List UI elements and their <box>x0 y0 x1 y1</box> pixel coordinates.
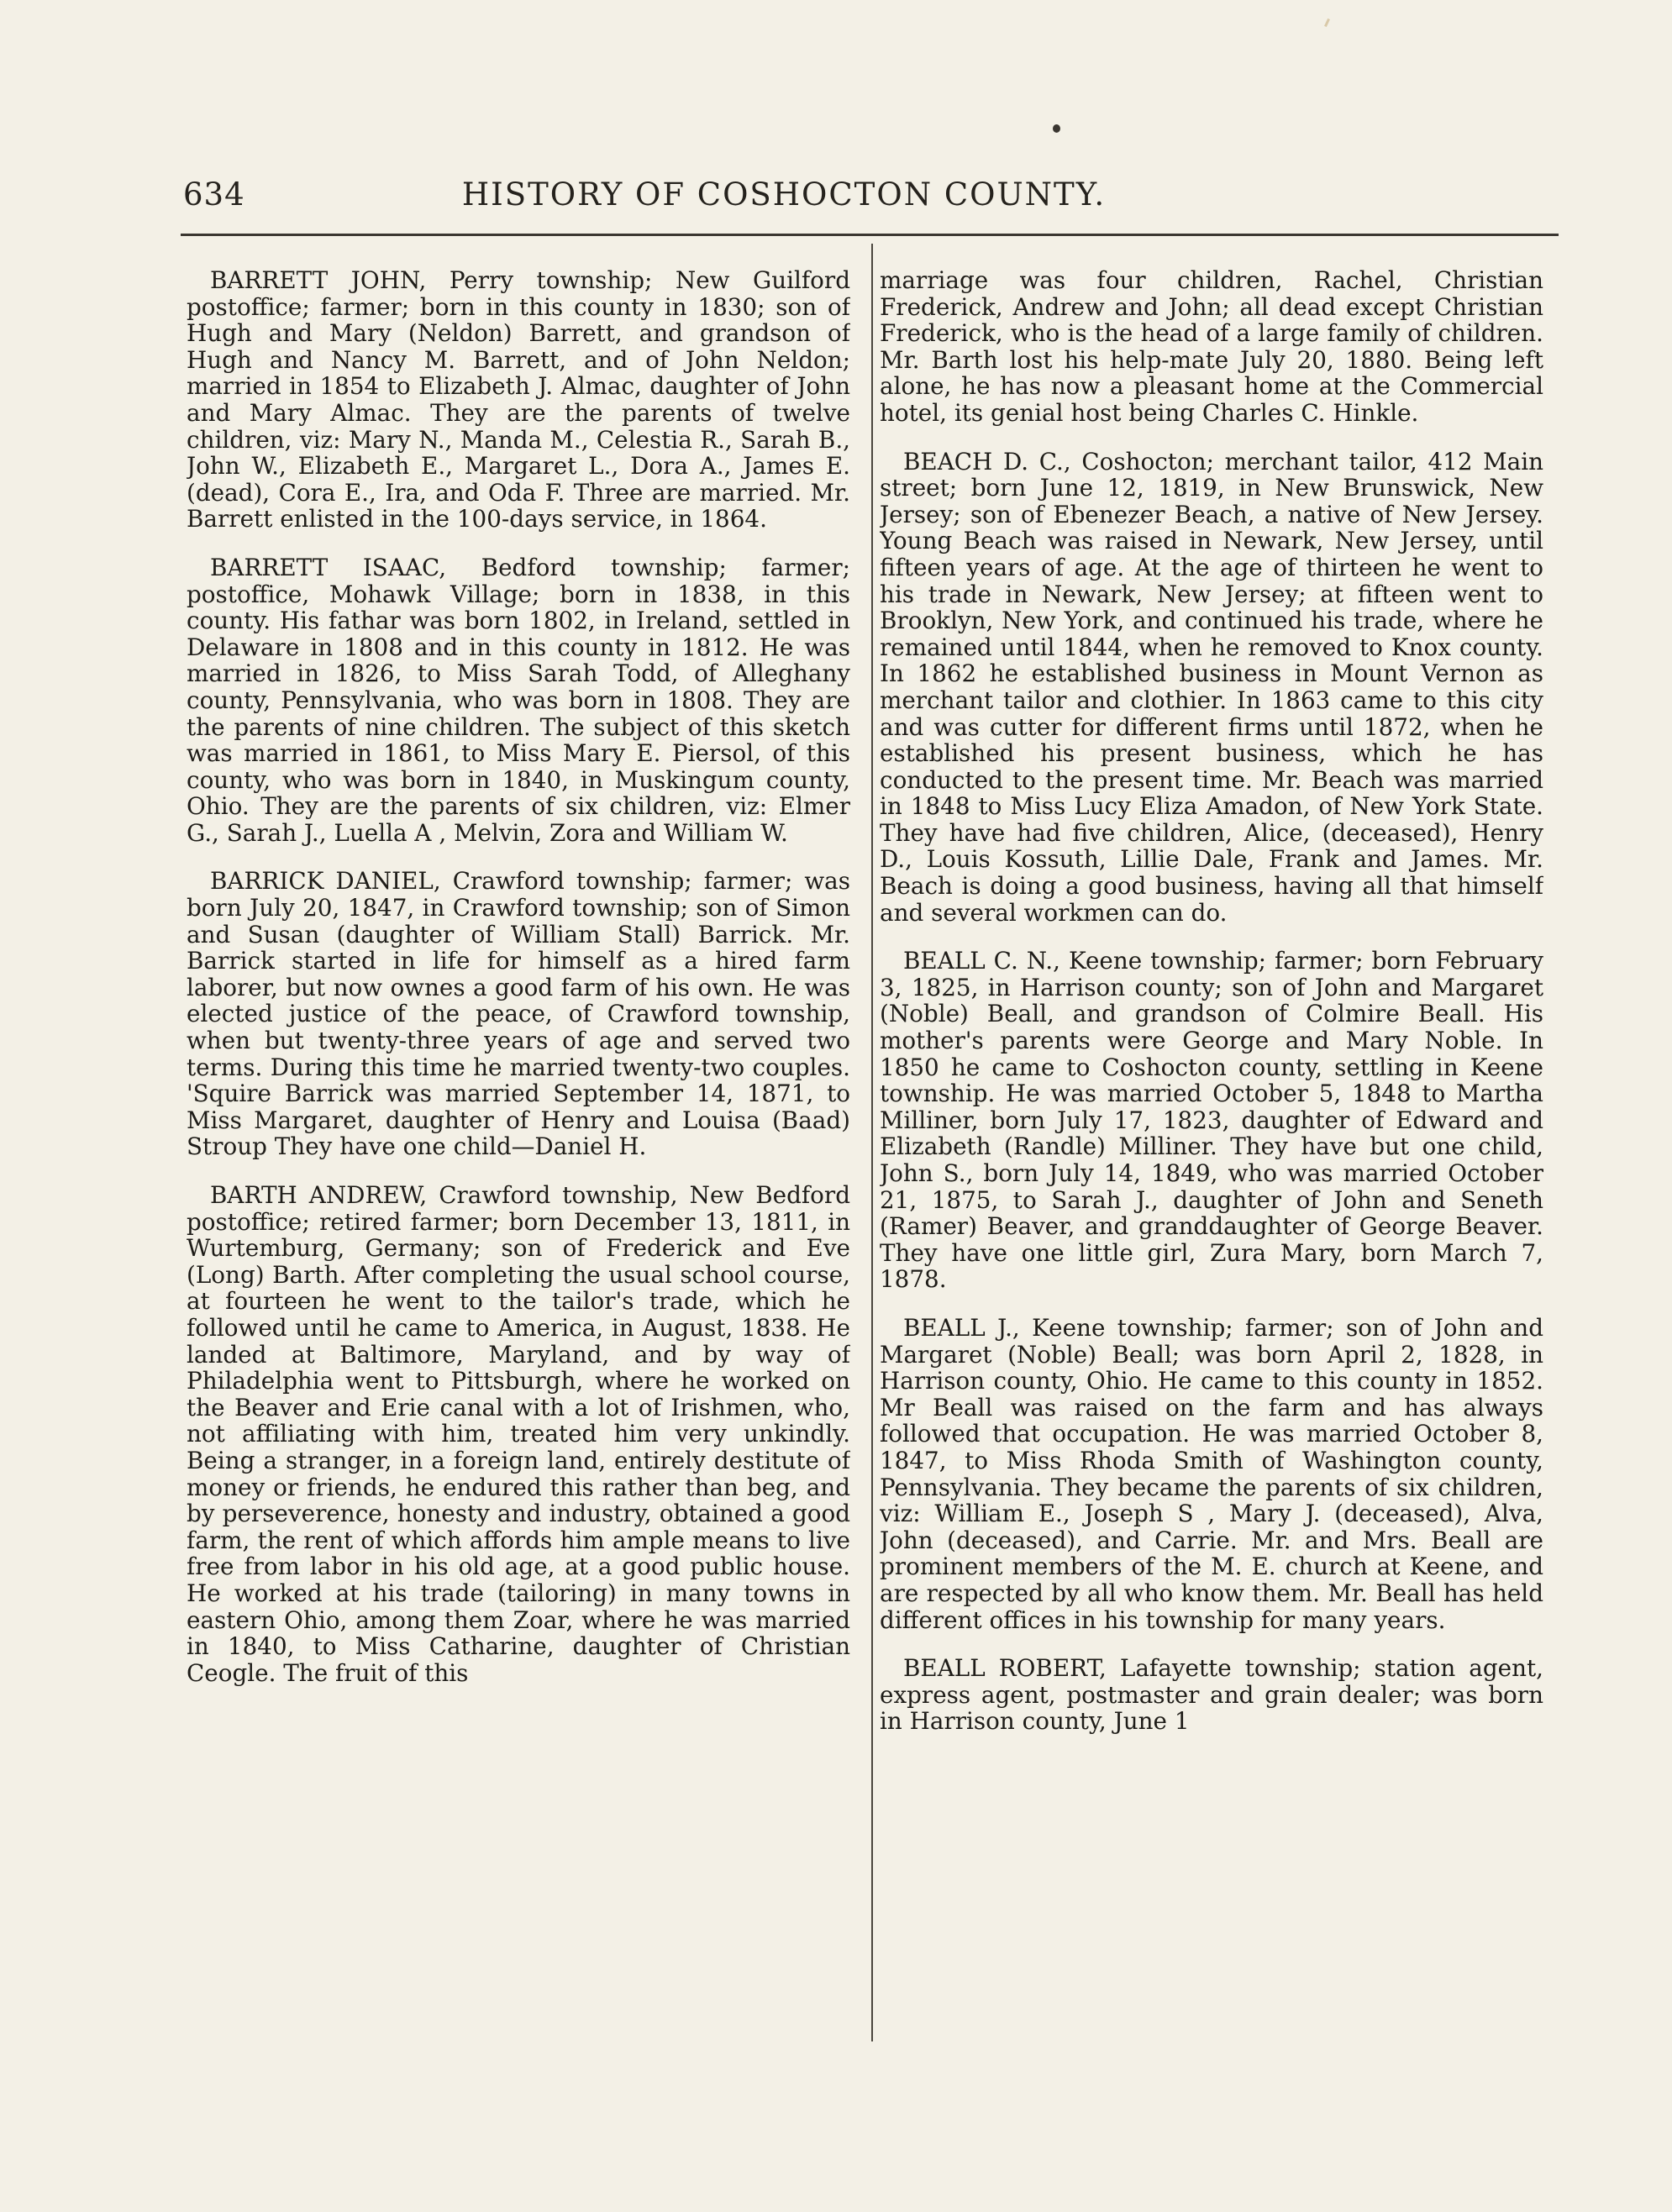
entry-barrett-john: BARRETT JOHN, Perry township; New Guilford postoffice; farmer; born in this county in 1830; son of Hugh and Mary (Neldon) Barrett, and grandson of Hugh and Nancy M. Barrett, and of John Neldon; married in 1854 to Elizabeth J. Almac, daughter of John and Mary Almac. They are the parents of twelve children, viz: Mary N., Manda M., Celestia R., Sarah B., John W., Elizabeth E., Margaret L., Dora A., James E. (dead), Cora E., Ira, and Oda F. Three are married. Mr. Barrett enlisted in the 100-days service, in 1864. <box>187 267 850 533</box>
page-header <box>183 168 1561 218</box>
ink-dot <box>1053 124 1060 133</box>
entry-barth-andrew-continued: marriage was four children, Rachel, Christian Frederick, Andrew and John; all dead except Christian Frederick, who is the head of a large family of children. Mr. Barth lost his help-mate July 20, 1880. Being left alone, he has now a pleasant home at the Commercial hotel, its genial host being Charles C. Hinkle. <box>880 267 1543 427</box>
entry-beall-robert: BEALL ROBERT, Lafayette township; station agent, express agent, postmaster and grain dealer; was born in Harrison county, June 1 <box>880 1654 1543 1736</box>
entry-barrett-isaac: BARRETT ISAAC, Bedford township; farmer; postoffice, Mohawk Village; born in 1838, in this county. His fathar was born 1802, in Ireland, settled in Delaware in 1808 and in this county in 1812. He was married in 1826, to Miss Sarah Todd, of Alleghany county, Pennsylvania, who was born in 1808. They are the parents of nine children. The subject of this sketch was married in 1861, to Miss Mary E. Piersol, of this county, who was born in 1840, in Muskingum county, Ohio. They are the parents of six children, viz: Elmer G., Sarah J., Luella A , Melvin, Zora and William W. <box>187 553 850 847</box>
entry-beach-dc: BEACH D. C., Coshocton; merchant tailor, 412 Main street; born June 12, 1819, in New Brunswick, New Jersey; son of Ebenezer Beach, a native of New Jersey. Young Beach was raised in Newark, New Jersey, until fifteen years of age. At the age of thirteen he went to his trade in Newark, New Jersey; at fifteen went to Brooklyn, New York, and continued his trade, where he remained until 1844, when he removed to Knox county. In 1862 he established business in Mount Vernon as merchant tailor and clothier. In 1863 came to this city and was cutter for different firms until 1872, when he established his present business, which he has conducted to the present time. Mr. Beach was married in 1848 to Miss Lucy Eliza Amadon, of New York State. They have had five children, Alice, (deceased), Henry D., Louis Kossuth, Lillie Dale, Frank and James. Mr. Beach is doing a good business, having all that himself and several workmen can do. <box>880 447 1543 927</box>
entry-beall-cn: BEALL C. N., Keene township; farmer; born February 3, 1825, in Harrison county; son of John and Margaret (Noble) Beall, and grandson of Colmire Beall. His mother's parents were George and Mary Noble. In 1850 he came to Coshocton county, settling in Keene township. He was married October 5, 1848 to Martha Milliner, born July 17, 1823, daughter of Edward and Elizabeth (Randle) Milliner. They have but one child, John S., born July 14, 1849, who was married October 21, 1875, to Sarah J., daughter of John and Seneth (Ramer) Beaver, and granddaughter of George Beaver. They have one little girl, Zura Mary, born March 7, 1878. <box>880 947 1543 1294</box>
entry-beall-j: BEALL J., Keene township; farmer; son of John and Margaret (Noble) Beall; was born April 2, 1828, in Harrison county, Ohio. He came to this county in 1852. Mr Beall was raised on the farm and has always followed that occupation. He was married October 8, 1847, to Miss Rhoda Smith of Washington county, Pennsylvania. They became the parents of six children, viz: William E., Joseph S , Mary J. (deceased), Alva, John (deceased), and Carrie. Mr. and Mrs. Beall are prominent members of the M. E. church at Keene, and are respected by all who know them. Mr. Beall has held different offices in his township for many years. <box>880 1313 1543 1634</box>
entry-barrick-daniel: BARRICK DANIEL, Crawford township; farmer; was born July 20, 1847, in Crawford township; son of Simon and Susan (daughter of William Stall) Barrick. Mr. Barrick started in life for himself as a hired farm laborer, but now ownes a good farm of his own. He was elected justice of the peace, of Crawford township, when but twenty-three years of age and served two terms. During this time he married twenty-two couples. 'Squire Barrick was married September 14, 1871, to Miss Margaret, daughter of Henry and Louisa (Baad) Stroup They have one child—Daniel H. <box>187 867 850 1161</box>
header-rule <box>181 234 1559 236</box>
running-title: HISTORY OF COSHOCTON COUNTY. <box>461 176 1107 213</box>
left-column <box>187 267 850 2099</box>
page-number: 634 <box>183 176 245 213</box>
entry-barth-andrew: BARTH ANDREW, Crawford township, New Bedford postoffice; retired farmer; born December 13, 1811, in Wurtemburg, Germany; son of Frederick and Eve (Long) Barth. After completing the usual school course, at fourteen he went to the tailor's trade, which he followed until he came to America, in August, 1838. He landed at Baltimore, Maryland, and by way of Philadelphia went to Pittsburgh, where he worked on the Beaver and Erie canal with a lot of Irishmen, who, not affiliating with him, treated him very unkindly. Being a stranger, in a foreign land, entirely destitute of money or friends, he endured this rather than beg, and by perseverence, honesty and industry, obtained a good farm, the rent of which affords him ample means to live free from labor in his old age, at a good public house. He worked at his trade (tailoring) in many towns in eastern Ohio, among them Zoar, where he was married in 1840, to Miss Catharine, daughter of Christian Ceogle. The fruit of this <box>187 1181 850 1687</box>
right-column <box>880 267 1543 2099</box>
page-mark <box>1324 18 1330 27</box>
column-divider <box>871 244 873 2041</box>
